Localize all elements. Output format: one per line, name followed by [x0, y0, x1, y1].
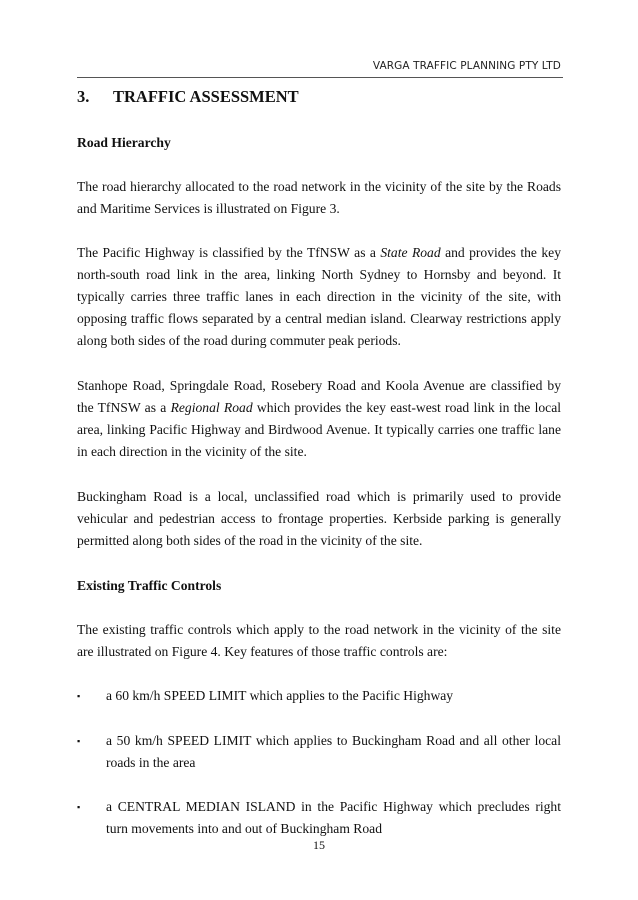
subheading-road-hierarchy: Road Hierarchy	[77, 135, 171, 150]
paragraph: The existing traffic controls which apply to the road network in the vicinity of the site are illustrated on Figure 4. Key features of those traffic controls are:	[77, 622, 561, 659]
paragraph	[77, 242, 561, 352]
section-number: 3.	[77, 87, 90, 106]
bullet-item	[77, 730, 561, 774]
text: The Pacific Highway is classified by the TfNSW as a	[77, 245, 381, 260]
paragraph: The road hierarchy allocated to the road network in the vicinity of the site by the Roads and Maritime Services is illustrated on Figure 3.	[77, 179, 561, 216]
text: which provides the key east-west road link in the local area, linking Pacific Highway and Birdwood Avenue. It typically carries one traffic lane in each direction in the vicinity of the site.	[77, 400, 562, 459]
subheading-traffic-controls: Existing Traffic Controls	[77, 578, 222, 593]
emphasis: Regional Road	[170, 400, 253, 415]
bullet-item	[77, 796, 561, 840]
text: Stanhope Road, Springdale Road, Rosebery Road and Koola Avenue are classified by the TfNSW as a	[77, 378, 561, 415]
bullet-text: a CENTRAL MEDIAN ISLAND in the Pacific Highway which precludes right turn movements into and out of Buckingham Road	[106, 799, 561, 836]
bullet-icon: ▪	[77, 691, 81, 701]
section-heading	[77, 87, 299, 107]
text: and provides the key north-south road link in the area, linking North Sydney to Hornsby and beyond. It typically carries three traffic lanes in each direction in the vicinity of the site, with opposing traffic flows separated by a central median island. Clearway restrictions apply along both sides of the road during commuter peak periods.	[77, 245, 561, 348]
bullet-icon: ▪	[77, 802, 81, 812]
emphasis: State Road	[380, 245, 441, 260]
bullet-text: a 50 km/h SPEED LIMIT which applies to Buckingham Road and all other local roads in the area	[106, 733, 561, 770]
paragraph	[77, 375, 561, 463]
bullet-text: a 60 km/h SPEED LIMIT which applies to the Pacific Highway	[106, 688, 454, 703]
header-rule	[77, 77, 563, 78]
paragraph: Buckingham Road is a local, unclassified road which is primarily used to provide vehicular and pedestrian access to frontage properties. Kerbside parking is generally permitted along both sides of the road in the vicinity of the site.	[77, 489, 561, 548]
page-number: 15	[313, 838, 325, 852]
bullet-icon: ▪	[77, 736, 81, 746]
section-title: TRAFFIC ASSESSMENT	[113, 87, 299, 106]
bullet-item	[77, 685, 561, 707]
running-header: VARGA TRAFFIC PLANNING PTY LTD	[372, 60, 561, 72]
